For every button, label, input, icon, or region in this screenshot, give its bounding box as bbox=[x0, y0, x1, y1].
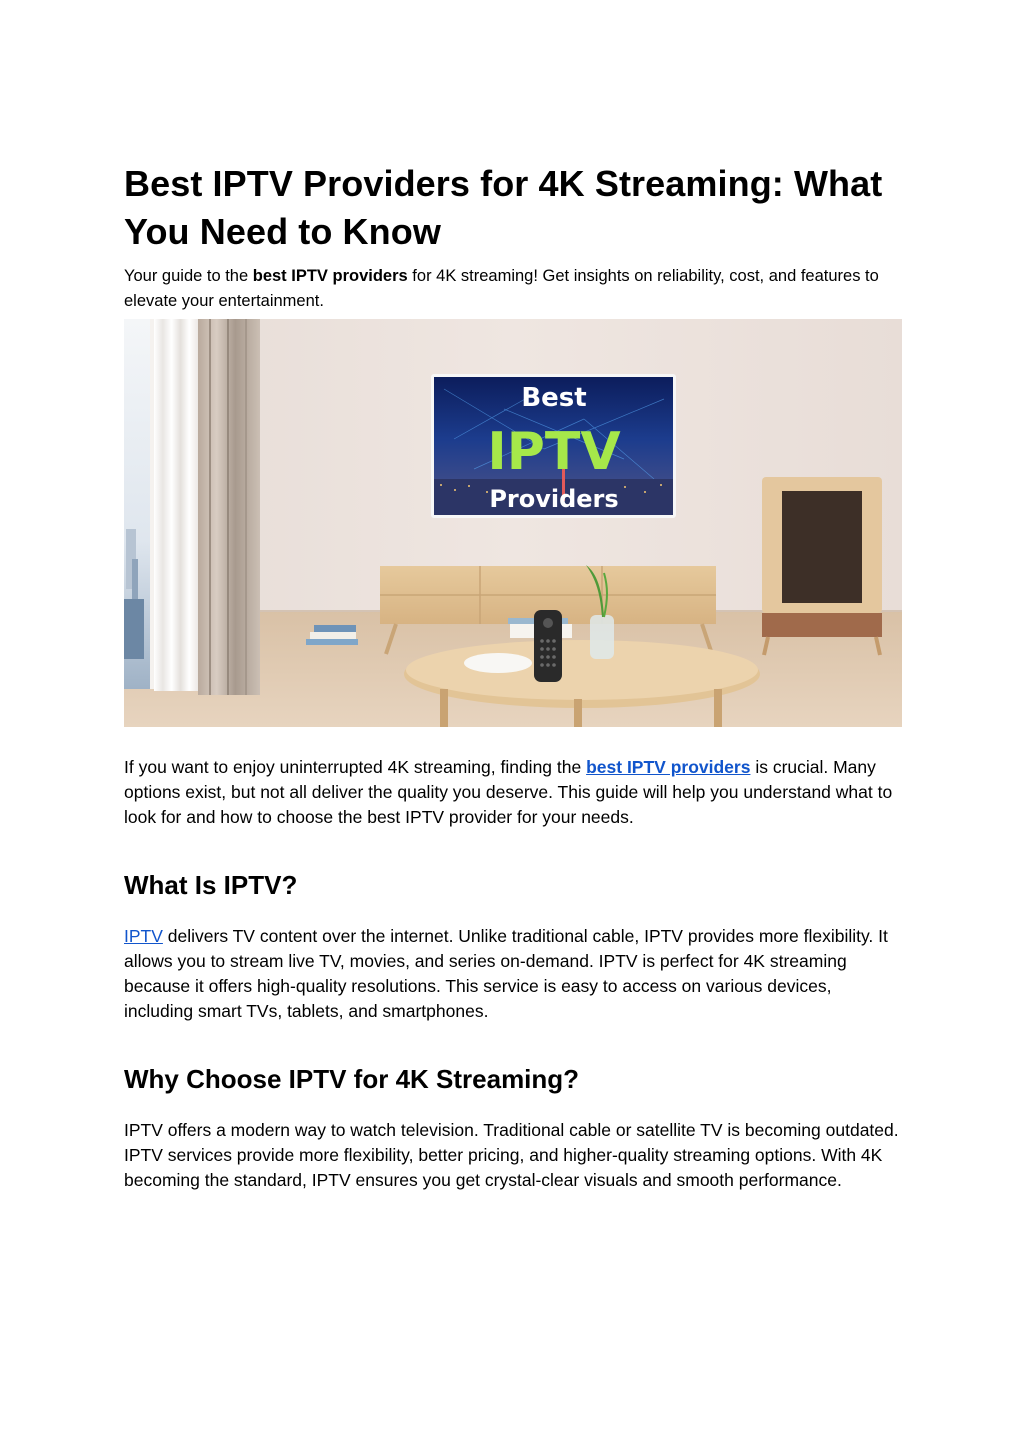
article-title: Best IPTV Providers for 4K Streaming: What You Need to Know bbox=[124, 163, 883, 252]
tv-text-iptv: IPTV bbox=[487, 422, 621, 482]
intro-paragraph bbox=[124, 755, 904, 830]
intro-suffix: is crucial. Many options exist, but not all deliver the quality you deserve. This guide will help you understand what to look for and how to choose the best IPTV provider for your needs. bbox=[124, 757, 893, 827]
subtitle-suffix: for 4K streaming! Get insights on reliability, cost, and features to elevate your entertainment. bbox=[124, 267, 879, 310]
why-choose-iptv-paragraph: IPTV offers a modern way to watch television. Traditional cable or satellite TV is becoming outdated. IPTV services provide more flexibility, better pricing, and higher-quality streaming options. With 4K becoming the standard, IPTV ensures you get crystal-clear visuals and smooth performance. bbox=[124, 1120, 899, 1190]
best-iptv-providers-link[interactable]: best IPTV providers bbox=[586, 757, 751, 777]
hero-image bbox=[124, 319, 902, 727]
tv-text-best: Best bbox=[521, 383, 587, 413]
intro-prefix: If you want to enjoy uninterrupted 4K streaming, finding the bbox=[124, 757, 587, 777]
document-page bbox=[124, 160, 904, 1193]
what-is-iptv-body: delivers TV content over the internet. Unlike traditional cable, IPTV provides more flexibility. It allows you to stream live TV, movies, and series on-demand. IPTV is perfect for 4K streaming because it offers high-quality resolutions. This service is easy to access on various devices, including smart TVs, tablets, and smartphones. bbox=[124, 926, 888, 1021]
section-heading-what-is-iptv: What Is IPTV? bbox=[124, 870, 298, 900]
subtitle-prefix: Your guide to the bbox=[124, 267, 253, 285]
subtitle-bold: best IPTV providers bbox=[252, 267, 408, 285]
iptv-link[interactable]: IPTV bbox=[124, 926, 163, 946]
section-heading-why-choose-iptv: Why Choose IPTV for 4K Streaming? bbox=[124, 1064, 580, 1094]
tv-text-providers: Providers bbox=[489, 485, 619, 513]
what-is-iptv-paragraph bbox=[124, 924, 904, 1024]
article-subtitle bbox=[124, 264, 904, 314]
